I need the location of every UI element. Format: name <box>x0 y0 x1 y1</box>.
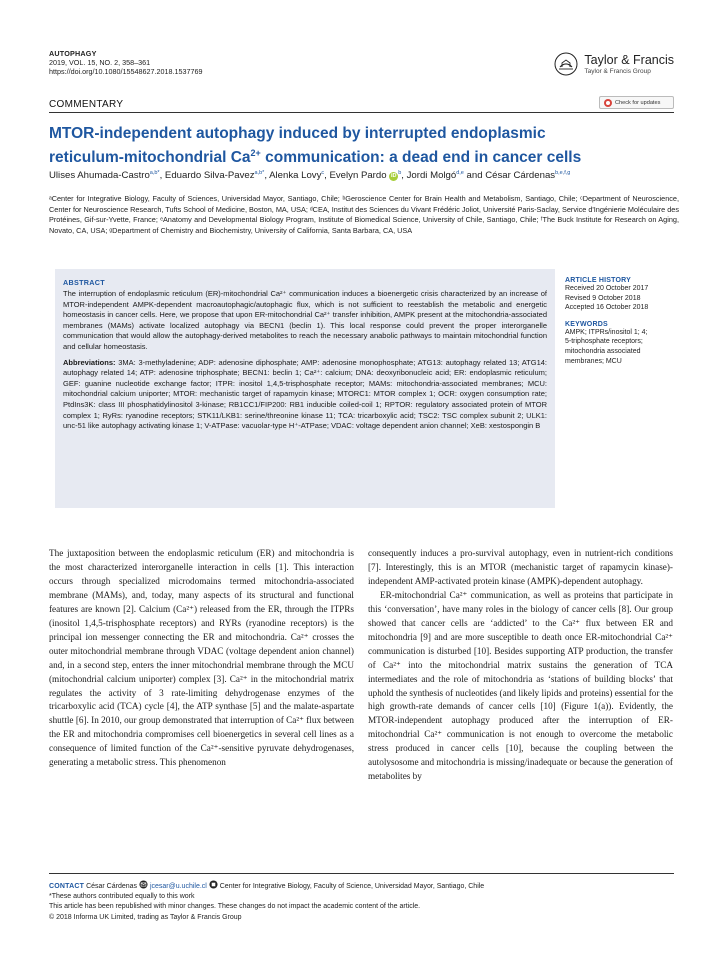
author-sup: d,e <box>456 170 464 176</box>
check-updates-button[interactable] <box>599 96 674 109</box>
header-divider <box>49 112 674 113</box>
footer-divider <box>49 873 674 874</box>
author-sup: b <box>398 170 402 176</box>
keyword-line: membranes; MCU <box>565 357 622 365</box>
crossmark-icon <box>604 99 612 107</box>
author-name[interactable]: César Cárdenas <box>485 170 556 182</box>
author-sup: a,b* <box>254 170 265 176</box>
history-line: Accepted 16 October 2018 <box>565 304 649 312</box>
abbreviations-label: Abbreviations: <box>63 357 116 367</box>
journal-doi-link[interactable]: https://doi.org/10.1080/15548627.2018.1537769 <box>49 67 203 77</box>
copyright: © 2018 Informa UK Limited, trading as Taylor & Francis Group <box>49 914 242 921</box>
publisher-logo-icon <box>554 52 578 76</box>
body-column-right <box>368 547 673 784</box>
author-sup: b,e,f,g <box>555 170 571 176</box>
footnote: *These authors contributed equally to this work <box>49 893 195 900</box>
section-label: COMMENTARY <box>49 99 124 110</box>
author-sup: a,b* <box>149 170 160 176</box>
keyword-line: mitochondria associated <box>565 347 641 355</box>
abbreviations-text: 3MA: 3-methyladenine; ADP: adenosine diphosphate; AMP: adenosine monophosphate; ATG13: autophagy related 13; ATG14: autophagy related 14; ATP: adenosine triphosphate; BECN1: beclin 1; Ca²⁺: calcium; DNA: deoxyribonucleic acid; ER: endoplasmic reticulum; GEF: guanine nucleotide exchange factor; ITPR: inositol 1,4,5-trisphosphate receptor; MAMs: mitochondria-associated membranes; MCU: mitochondrial calcium uniporter; MTOR: mechanistic target of rapamycin kinase; MTORC1: MTOR complex 1; OCR: oxygen consumption rate; PtdIns3K: class III phosphatidylinositol 3-kinase; RB1CC1/FIP200: RB1 inducible coiled-coil 1; RPTOR: regulatory associated protein of MTOR complex 1; RyRs: ryanodine receptors; STK11/LKB1: serine/threonine kinase 11; TCA: tricarboxylic acid; TSC2: TSC complex subunit 2; ULK1: unc-51 like autophagy activating kinase 1; V-ATPase: vacuolar-type H⁺-ATPase; VDAC: voltage dependent anion channel; XeB: xestospongin B <box>63 357 547 431</box>
history-line: Revised 9 October 2018 <box>565 294 641 302</box>
author-name[interactable]: Ulises Ahumada-Castro <box>49 170 150 182</box>
author-sup: c <box>321 170 325 176</box>
abstract-label: ABSTRACT <box>63 278 105 287</box>
author-name[interactable]: Evelyn Pardo <box>329 170 387 182</box>
title-line-1: MTOR-independent autophagy induced by interrupted endoplasmic <box>49 125 546 142</box>
author-name[interactable]: Jordi Molgó <box>406 170 457 182</box>
keyword-line: 5-triphosphate receptors; <box>565 338 643 346</box>
body-paragraph: ER-mitochondrial Ca²⁺ communication, as well as proteins that participate in this ‘conversation’, have many roles in the biology of cancer cells [8]. Our group showed that cancer cells are ‘addicted’ to the Ca²⁺ flux between ER and mitochondria [9] and are more susceptible to death once ER-mitochondrial Ca²⁺ communication is disturbed [10]. Besides supporting ATP production, the transfer of Ca²⁺ into the mitochondrial matrix sustains the generation of TCA intermediates and the role of mitochondria as ‘stations of building blocks’ that uphold the synthesis of nucleotides (and likely lipids and proteins) essential for the high growth-rate demands of cancer cells [10] (Figure 1(a)). Evidently, the MTOR-independent autophagy produced after the interruption of ER-mitochondrial Ca²⁺ communication is not enough to overcome the metabolic stress produced in cancer cells [10], because the coupling between the autolysosome and mitochondria is missing/inadequate or because the generation of metabolites by <box>368 589 673 782</box>
abstract-box <box>55 269 555 508</box>
body-paragraph: The juxtaposition between the endoplasmic reticulum (ER) and mitochondria is the most characterized interorganelle interaction in cells [1]. This interaction occurs through specialized microdomains termed mitochondria-associated membrane (MAMs), and, today, many aspects of its structural and functional features are known [2]. Calcium (Ca²⁺) released from the ER, through the ITPRs (inositol 1,4,5-trisphosphate receptors) and RYRs (ryanodine receptors) is the principal ion messenger connecting the ER and mitochondria. Ca²⁺ crosses the outer mitochondrial membrane through VDAC (voltage dependent anion channel) and, in a second step, enters the inner mitochondrial membrane through the MCU (mitochondrial calcium uniporter) complex [3]. Ca²⁺ in the mitochondrial matrix regulates the activity of 3 rate-limiting dehydrogenase enzymes of the tricarboxylic acid (TCA) cycle [4], the ATP synthase [5] and the malate-aspartate shuttle [6]. In 2010, our group demonstrated that interruption of Ca²⁺ flux between the ER and mitochondria compromises cell bioenergetics in several cell lines as a consequence of limited function of the Ca²⁺-sensitive pyruvate dehydrogenases, generating a metabolic stress. This phenomenon <box>49 548 354 768</box>
email-icon <box>139 880 148 889</box>
author-name[interactable]: Eduardo Silva-Pavez <box>164 170 255 182</box>
title-line-2-start: reticulum-mitochondrial Ca <box>49 148 251 166</box>
publisher-logo-block[interactable] <box>554 52 674 76</box>
keyword-line: AMPK; ITPRs/inositol 1; 4; <box>565 328 648 336</box>
body-paragraph: consequently induces a pro-survival autophagy, even in nutrient-rich conditions [7]. Interestingly, this is an MTOR (mechanistic target of rapamycin kinase)-independent AMP-activated protein kinase (AMPK)-dependent autophagy. <box>368 548 673 586</box>
publisher-subname: Taylor & Francis Group <box>584 68 651 75</box>
author-name[interactable]: Alenka Lovy <box>269 170 322 182</box>
abstract-text: The interruption of endoplasmic reticulum (ER)-mitochondrial Ca²⁺ communication induces a bioenergetic crisis characterized by an increase of MTOR-independent AMPK-dependent macroautophagic/autophagic flux, which is not sufficient to reestablish the metabolic and energetic homeostasis in cancer cells. Here, we propose that upon ER-mitochondrial Ca²⁺ transfer inhibition, AMPK present at the mitochondria-associated membranes (MAMs) activate localized autophagy via BECN1 (beclin 1). This local response could prevent the proper interorganelle communication that would allow the autophagy-derived metabolites to reach the necessary anabolic pathways to maintain mitochondrial function and cellular homeostasis. <box>63 289 547 351</box>
contact-label: CONTACT <box>49 883 85 890</box>
body-column-left <box>49 547 354 770</box>
journal-volume: 2019, VOL. 15, NO. 2, 358–361 <box>49 58 151 68</box>
title-line-2-end: communication: a dead end in cancer cells <box>260 148 582 166</box>
contact-affiliation: Center for Integrative Biology, Faculty of Science, Universidad Mayor, Santiago, Chile <box>219 883 485 890</box>
article-history-label: ARTICLE HISTORY <box>565 277 632 284</box>
article-side-info <box>565 277 680 366</box>
contact-line <box>49 880 674 892</box>
footer <box>49 880 674 923</box>
article-title <box>49 124 609 167</box>
author-list: Ulises Ahumada-Castro$^{a,b*}$, Eduardo Silva-Pavez$^{a,b*}$, Alenka Lovy$^c$, Evelyn Pardo $iD^b$, Jordi Molgó$^{d,e}$ and César Cárdenas$^{b,e,f,g}$ <box>49 170 571 182</box>
title-superscript: 2+ <box>250 147 261 158</box>
abbreviations <box>63 358 547 432</box>
affiliations: ᵃCenter for Integrative Biology, Faculty of Sciences, Universidad Mayor, Santiago, Chile; ᵇGeroscience Center for Brain Health and Metabolism, Santiago, Chile; ᶜDepartment of Neuroscience, Center for Neuroscience Research, Tufts School of Medicine, Boston, MA, USA; ᵈCEA, Institut des Sciences du Vivant Frédéric Joliot, Université Paris-Saclay, Service d'Ingénierie Moléculaire des Protéines, Gif-sur-Yvette, France; ᵉAnatomy and Developmental Biology Program, Institute of Biomedical Science, University of Chile, Santiago, Chile; ᶠThe Buck Institute for Research on Aging, Novato, CA, USA; ᵍDepartment of Chemistry and Biochemistry, University of California, Santa Barbara, CA, USA <box>49 194 679 236</box>
publisher-name: Taylor & Francis <box>584 53 674 67</box>
check-updates-label: Check for updates <box>615 99 661 106</box>
journal-name: AUTOPHAGY <box>49 49 97 58</box>
contact-email-link[interactable]: jcesar@u.uchile.cl <box>149 883 207 890</box>
journal-meta <box>49 49 202 77</box>
institution-icon <box>209 880 218 889</box>
orcid-icon[interactable]: iD <box>390 173 397 180</box>
keywords-label: KEYWORDS <box>565 320 608 328</box>
contact-name: César Cárdenas <box>86 883 138 890</box>
footnote: This article has been republished with minor changes. These changes do not impact the academic content of the article. <box>49 903 421 910</box>
history-line: Received 20 October 2017 <box>565 285 649 292</box>
